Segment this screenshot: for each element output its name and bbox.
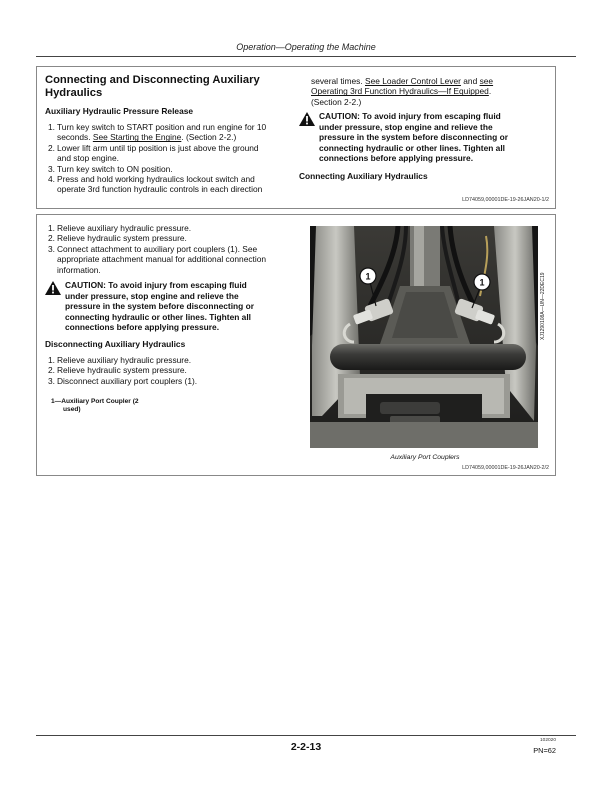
step-continuation bbox=[311, 76, 551, 107]
caution-line: connections before applying pressure. bbox=[319, 153, 474, 164]
legend-line: 1—Auxiliary Port Coupler (2 bbox=[51, 398, 139, 405]
step-text: Connect attachment to auxiliary port couplers (1). See bbox=[57, 243, 258, 254]
link-3rd-function-hydraulics[interactable]: Operating 3rd Function Hydraulics—If Equipped bbox=[311, 86, 489, 97]
subhead-connecting: Connecting Auxiliary Hydraulics bbox=[299, 171, 428, 181]
list-item bbox=[45, 143, 303, 164]
step-text: Relieve auxiliary hydraulic pressure. bbox=[57, 355, 192, 365]
caution-line: pressure in the system before disconnecting or bbox=[65, 301, 254, 312]
document-code: LD74059,00001DE-19-26JAN20-2/2 bbox=[462, 465, 549, 471]
step-text-post: . (Section 2-2.) bbox=[181, 132, 237, 143]
step-number: 4. bbox=[48, 174, 55, 185]
step-number: 2. bbox=[48, 365, 55, 376]
header-rule bbox=[36, 56, 576, 57]
page-number: 2-2-13 bbox=[290, 741, 322, 753]
step-text: and stop engine. bbox=[57, 153, 119, 164]
step-text: Disconnect auxiliary port couplers (1). bbox=[57, 375, 198, 386]
list-item bbox=[45, 122, 303, 143]
subhead-pressure-release: Auxiliary Hydraulic Pressure Release bbox=[45, 106, 194, 116]
pressure-release-steps bbox=[45, 122, 303, 195]
step-number: 2. bbox=[48, 233, 55, 244]
caution-text bbox=[65, 280, 305, 333]
step-text: Turn key switch to ON position. bbox=[57, 163, 173, 174]
figure-legend bbox=[51, 398, 139, 414]
caution-line: connecting hydraulic or other lines. Tighten all bbox=[319, 142, 505, 153]
warning-triangle-icon bbox=[299, 112, 315, 126]
step-text: appropriate attachment manual for additional connection bbox=[57, 254, 267, 265]
step-number: 1. bbox=[48, 355, 55, 365]
step-text: Relieve auxiliary hydraulic pressure. bbox=[57, 223, 192, 233]
list-item bbox=[45, 355, 307, 365]
caution-line: CAUTION: To avoid injury from escaping fluid bbox=[319, 111, 501, 121]
caution-line: connections before applying pressure. bbox=[65, 322, 220, 333]
section-reference: (Section 2-2.) bbox=[311, 96, 362, 107]
step-text: operate 3rd function hydraulic controls in each direction bbox=[57, 184, 263, 195]
connecting-steps bbox=[45, 223, 307, 275]
step-text bbox=[57, 132, 303, 142]
pn-number: PN=62 bbox=[533, 746, 556, 755]
list-item bbox=[45, 244, 307, 275]
caution-block bbox=[299, 111, 549, 164]
continuation-mid: and bbox=[460, 76, 480, 86]
disconnecting-steps bbox=[45, 355, 307, 386]
section-title-line-1: Connecting and Disconnecting Auxiliary bbox=[45, 74, 260, 86]
step-number: 3. bbox=[48, 375, 55, 386]
photo-illustration bbox=[310, 226, 538, 448]
print-date: 102020 bbox=[539, 738, 556, 743]
callout-1-right-label: 1 bbox=[479, 277, 485, 288]
running-head: Operation—Operating the Machine bbox=[236, 42, 376, 52]
list-item bbox=[45, 233, 307, 243]
step-text: information. bbox=[57, 264, 101, 275]
panel-pressure-release bbox=[36, 66, 556, 209]
link-3rd-function-part-1[interactable]: see bbox=[479, 76, 494, 86]
continuation-line-1 bbox=[311, 76, 551, 86]
caution-line: under pressure, stop engine and relieve the bbox=[65, 290, 239, 301]
footer-rule bbox=[36, 735, 576, 736]
caution-line: pressure in the system before disconnecting or bbox=[319, 132, 508, 143]
step-number: 2. bbox=[48, 142, 55, 153]
list-item bbox=[45, 164, 303, 174]
subhead-disconnecting: Disconnecting Auxiliary Hydraulics bbox=[45, 339, 186, 349]
callout-1-left-label: 1 bbox=[365, 271, 371, 282]
warning-triangle-icon bbox=[45, 281, 61, 295]
list-item bbox=[45, 223, 307, 233]
caution-line: connecting hydraulic or other lines. Tighten all bbox=[65, 311, 251, 322]
auxiliary-port-couplers-photo bbox=[310, 226, 538, 448]
figure-caption: Auxiliary Port Couplers bbox=[390, 454, 460, 461]
list-item bbox=[45, 365, 307, 375]
link-starting-the-engine[interactable]: See Starting the Engine bbox=[92, 132, 182, 143]
step-text: Press and hold working hydraulics lockout switch and bbox=[57, 174, 255, 185]
section-title-line-2: Hydraulics bbox=[45, 87, 103, 99]
step-number: 3. bbox=[48, 243, 55, 254]
step-text: Lower lift arm until tip position is just above the ground bbox=[57, 142, 259, 153]
list-item bbox=[45, 376, 307, 386]
caution-text bbox=[319, 111, 549, 164]
caution-line: CAUTION: To avoid injury from escaping fluid bbox=[65, 280, 247, 290]
section-title bbox=[45, 74, 260, 100]
continuation-post: . bbox=[488, 86, 492, 97]
caution-block bbox=[45, 280, 305, 333]
list-item bbox=[45, 174, 303, 195]
step-number: 1. bbox=[48, 223, 55, 233]
step-text: Relieve hydraulic system pressure. bbox=[57, 233, 187, 244]
step-text: Relieve hydraulic system pressure. bbox=[57, 365, 187, 376]
photo-id: XJ1290108A—UN—22DEC19 bbox=[540, 272, 546, 340]
legend-line: used) bbox=[63, 406, 81, 414]
continuation-pre: several times. bbox=[311, 76, 365, 86]
step-text: Turn key switch to START position and run engine for 10 bbox=[57, 122, 267, 132]
document-code: LD74059,00001DE-19-26JAN20-1/2 bbox=[462, 197, 549, 203]
step-number: 1. bbox=[48, 122, 55, 132]
step-number: 3. bbox=[48, 163, 55, 174]
caution-line: under pressure, stop engine and relieve the bbox=[319, 121, 493, 132]
continuation-line-2 bbox=[311, 86, 551, 96]
link-loader-control-lever[interactable]: See Loader Control Lever bbox=[365, 76, 461, 86]
step-text-pre: seconds. bbox=[57, 132, 93, 143]
